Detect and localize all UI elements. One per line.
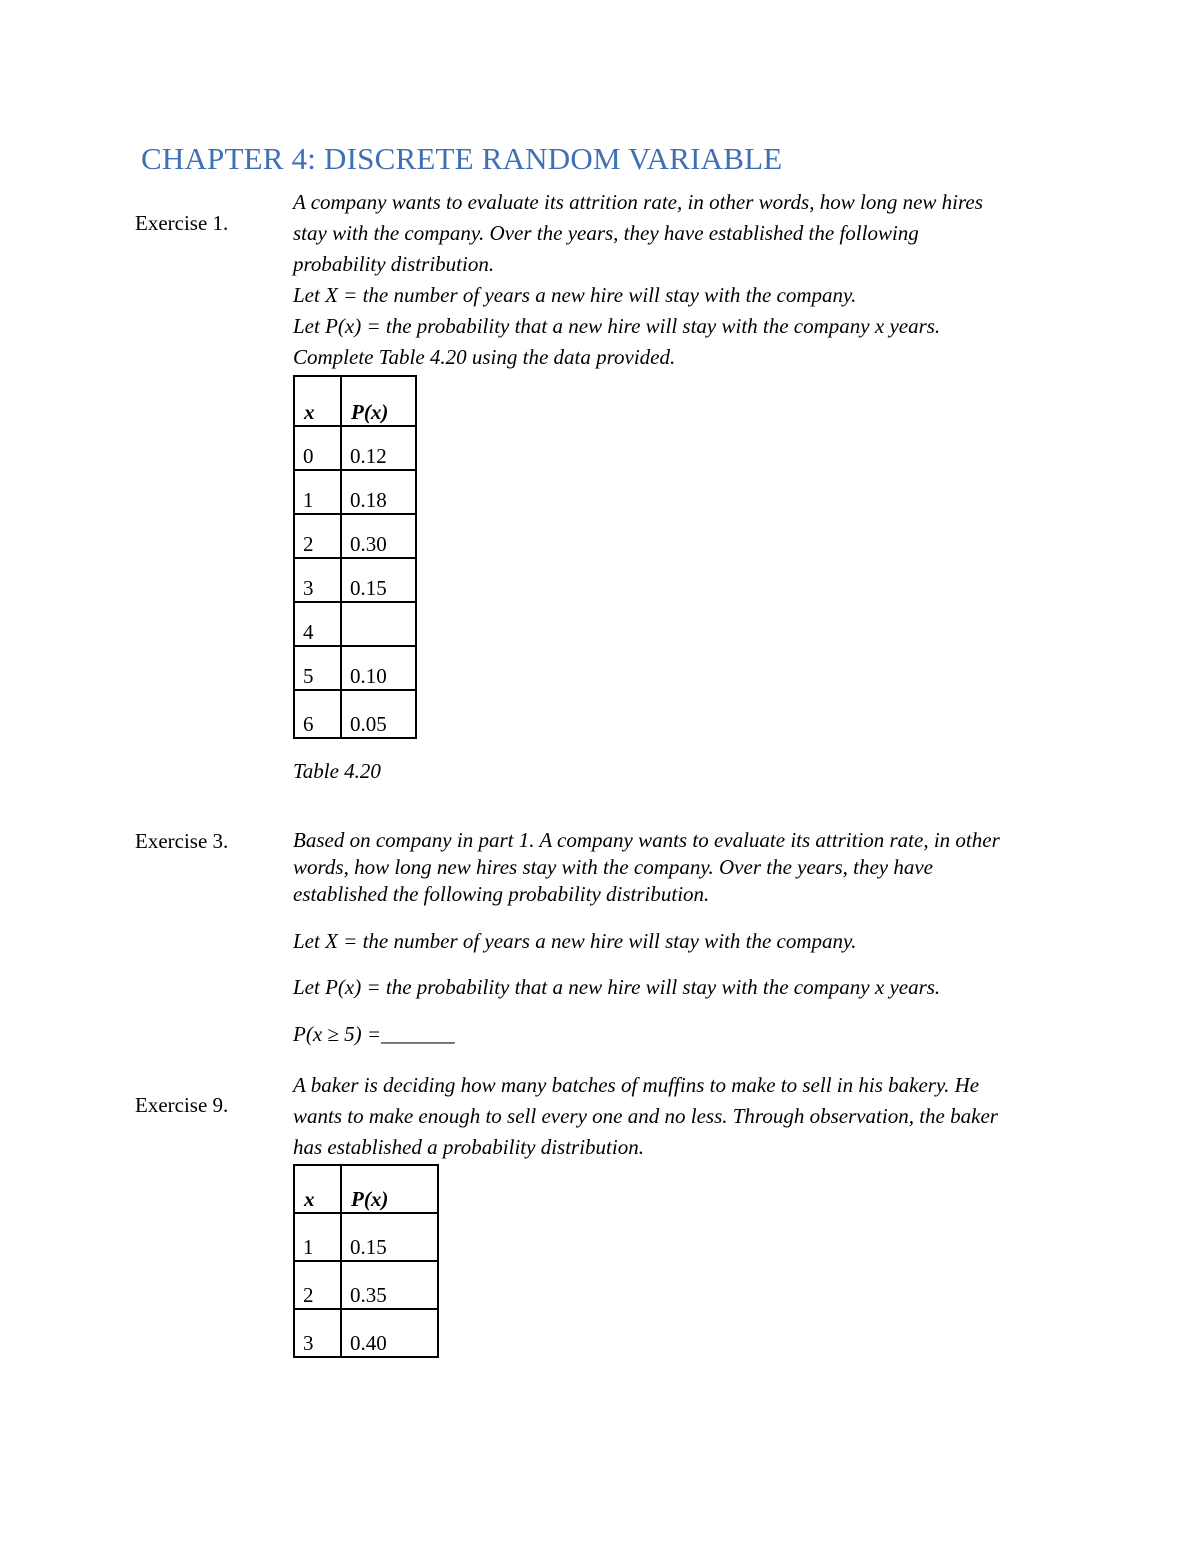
exercise-1-line: stay with the company. Over the years, they have established the following bbox=[293, 221, 919, 245]
exercise-1-line: Let X = the number of years a new hire will stay with the company. bbox=[293, 283, 857, 307]
table-row bbox=[294, 470, 416, 514]
probability-table-4-20 bbox=[293, 375, 417, 739]
exercise-3-label: Exercise 3. bbox=[135, 829, 229, 853]
muffin-probability-table bbox=[293, 1164, 439, 1358]
exercise-1-label: Exercise 1. bbox=[135, 211, 229, 235]
table-row bbox=[294, 514, 416, 558]
chapter-title: CHAPTER 4: DISCRETE RANDOM VARIABLE bbox=[141, 141, 783, 176]
cell-x: 6 bbox=[294, 690, 341, 738]
cell-px: 0.05 bbox=[341, 690, 416, 738]
exercise-1-line: probability distribution. bbox=[293, 252, 495, 276]
cell-x: 2 bbox=[294, 1261, 341, 1309]
table-row bbox=[294, 602, 416, 646]
table-caption: Table 4.20 bbox=[293, 759, 381, 783]
cell-x: 3 bbox=[294, 1309, 341, 1357]
table-header-x: x bbox=[294, 376, 341, 426]
exercise-1-line: Let P(x) = the probability that a new hire will stay with the company x years. bbox=[293, 314, 941, 338]
exercise-3-question: P(x ≥ 5) =_______ bbox=[293, 1022, 455, 1046]
exercise-9-label: Exercise 9. bbox=[135, 1093, 229, 1117]
exercise-1-line: Complete Table 4.20 using the data provided. bbox=[293, 345, 676, 369]
table-row bbox=[294, 558, 416, 602]
cell-x: 3 bbox=[294, 558, 341, 602]
cell-px: 0.35 bbox=[341, 1261, 438, 1309]
cell-px: 0.40 bbox=[341, 1309, 438, 1357]
exercise-3-let-x: Let X = the number of years a new hire will stay with the company. bbox=[293, 929, 857, 953]
exercise-3-text bbox=[293, 827, 1000, 908]
cell-x: 0 bbox=[294, 426, 341, 470]
exercise-9-line: wants to make enough to sell every one and no less. Through observation, the baker bbox=[293, 1104, 998, 1128]
table-row bbox=[294, 426, 416, 470]
exercise-9-text bbox=[293, 1070, 998, 1163]
table-row bbox=[294, 1261, 438, 1309]
exercise-3-line: established the following probability distribution. bbox=[293, 882, 710, 906]
exercise-9-line: has established a probability distribution. bbox=[293, 1135, 644, 1159]
exercise-1-line: A company wants to evaluate its attrition rate, in other words, how long new hires bbox=[293, 190, 983, 214]
cell-x: 4 bbox=[294, 602, 341, 646]
exercise-3-line: words, how long new hires stay with the company. Over the years, they have bbox=[293, 855, 934, 879]
cell-px: 0.30 bbox=[341, 514, 416, 558]
table-header-px: P(x) bbox=[341, 376, 416, 426]
table-header-px: P(x) bbox=[341, 1165, 438, 1213]
cell-x: 1 bbox=[294, 1213, 341, 1261]
exercise-9-line: A baker is deciding how many batches of muffins to make to sell in his bakery. He bbox=[293, 1073, 980, 1097]
exercise-1-text bbox=[293, 187, 983, 373]
cell-px: 0.15 bbox=[341, 1213, 438, 1261]
cell-px: 0.10 bbox=[341, 646, 416, 690]
cell-px-blank bbox=[341, 602, 416, 646]
table-row bbox=[294, 1309, 438, 1357]
cell-px: 0.15 bbox=[341, 558, 416, 602]
exercise-3-line: Based on company in part 1. A company wants to evaluate its attrition rate, in other bbox=[293, 828, 1000, 852]
cell-px: 0.18 bbox=[341, 470, 416, 514]
cell-x: 2 bbox=[294, 514, 341, 558]
cell-px: 0.12 bbox=[341, 426, 416, 470]
cell-x: 1 bbox=[294, 470, 341, 514]
table-row bbox=[294, 646, 416, 690]
table-header-x: x bbox=[294, 1165, 341, 1213]
cell-x: 5 bbox=[294, 646, 341, 690]
table-row bbox=[294, 1213, 438, 1261]
table-row bbox=[294, 690, 416, 738]
exercise-3-let-px: Let P(x) = the probability that a new hire will stay with the company x years. bbox=[293, 975, 941, 999]
